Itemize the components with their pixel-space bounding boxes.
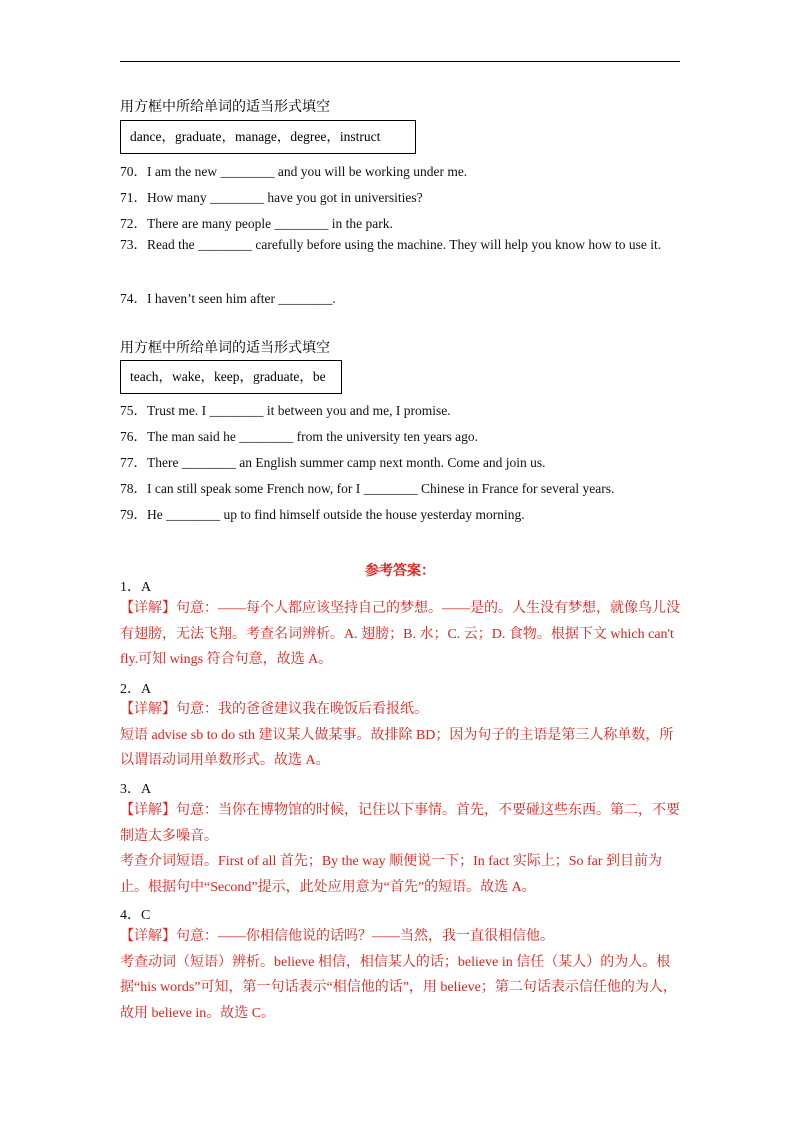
answer-4-explanation: 【详解】句意：——你相信他说的话吗？——当然，我一直很相信他。 考查动词（短语）辨析。believe 相信，相信某人的话；believe in 信任（某人）的为人。根据“his words”可知，第一句话表示“相信他的话”，用 believe；第二句话表示信任他的为人，故用 believe in。故选 C。 [120, 929, 677, 1021]
question-71: 71．How many ________ have you got in universities? [120, 190, 423, 205]
question-79: 79．He ________ up to find himself outside the house yesterday morning. [120, 507, 525, 522]
question-76: 76．The man said he ________ from the university ten years ago. [120, 429, 479, 444]
question-70: 70．I am the new ________ and you will be working under me. [120, 164, 468, 179]
section2-instruction: 用方框中所给单词的适当形式填空 [120, 341, 330, 356]
answer-2-number: 2．A [120, 682, 152, 697]
answer-1-number: 1．A [120, 580, 152, 595]
question-77: 77．There ________ an English summer camp next month. Come and join us. [120, 455, 546, 470]
question-75: 75．Trust me. I ________ it between you and me, I promise. [120, 403, 451, 418]
question-73: 73．Read the ________ carefully before using the machine. They will help you know how to use it. [120, 237, 662, 252]
answer-3-number: 3．A [120, 782, 152, 797]
answer-4-number: 4．C [120, 908, 151, 923]
question-74: 74．I haven’t seen him after ________. [120, 291, 336, 306]
section1-word-box: dance，graduate，manage，degree，instruct [120, 120, 416, 154]
question-78: 78．I can still speak some French now, for I ________ Chinese in France for several years. [120, 481, 615, 496]
answer-3-explanation: 【详解】句意：当你在博物馆的时候，记住以下事情。首先，不要碰这些东西。第二，不要制造太多噪音。 考查介词短语。First of all 首先；By the way 顺便说一下；In fact 实际上；So far 到目前为止。根据句中“Second”提示，此处应用意为“首先”的短语。故选 A。 [120, 803, 680, 895]
section2-word-box: teach，wake，keep，graduate，be [120, 360, 342, 394]
answers-title: 参考答案： [365, 564, 435, 579]
answer-2-explanation: 【详解】句意：我的爸爸建议我在晚饭后看报纸。 短语 advise sb to do sth 建议某人做某事。故排除 BD；因为句子的主语是第三人称单数，所以谓语动词用单数形式。故选 A。 [120, 702, 674, 768]
answer-1-explanation: 【详解】句意：——每个人都应该坚持自己的梦想。——是的。人生没有梦想，就像鸟儿没有翅膀，无法飞翔。考查名词辨析。A. 翅膀；B. 水；C. 云；D. 食物。根据下文 which can't fly.可知 wings 符合句意，故选 A。 [120, 601, 680, 667]
question-72: 72．There are many people ________ in the park. [120, 216, 393, 231]
header-rule [120, 61, 680, 62]
section1-instruction: 用方框中所给单词的适当形式填空 [120, 100, 330, 115]
